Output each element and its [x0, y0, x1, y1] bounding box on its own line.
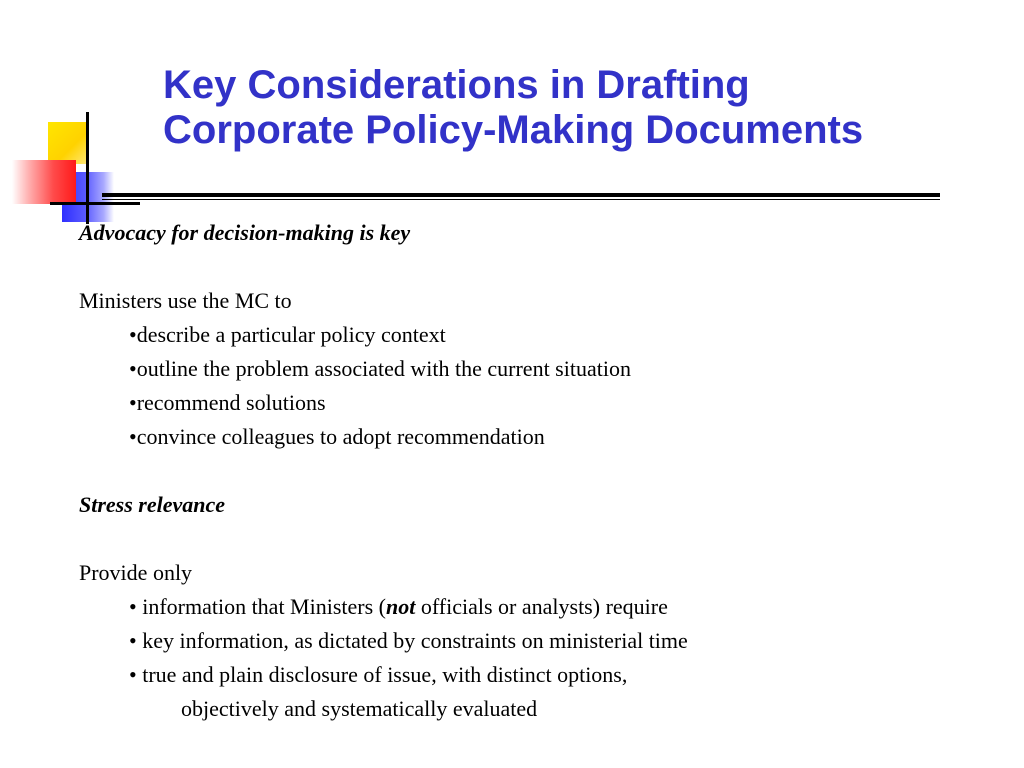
logo-red-square	[12, 160, 76, 204]
spacer	[79, 250, 999, 284]
bullet-item: • true and plain disclosure of issue, with distinct options,	[129, 662, 628, 687]
bullet-item: •convince colleagues to adopt recommendation	[129, 424, 545, 449]
bullet-item: •recommend solutions	[129, 390, 326, 415]
slide-title	[163, 63, 1013, 153]
section-heading-relevance: Stress relevance	[79, 492, 226, 517]
bullet-text: officials or analysts) require	[415, 594, 668, 619]
section-heading-advocacy: Advocacy for decision-making is key	[79, 220, 411, 245]
logo-horizontal-line	[50, 202, 140, 205]
slide-title-line-1: Key Considerations in Drafting	[163, 63, 750, 107]
bullet-text: • information that Ministers (	[129, 594, 386, 619]
logo-vertical-line	[86, 112, 89, 224]
logo-yellow-square	[48, 122, 88, 164]
title-divider-thick	[102, 193, 940, 197]
bullet-continuation: objectively and systematically evaluated	[181, 696, 538, 721]
bullet-item: • key information, as dictated by constraints on ministerial time	[129, 628, 688, 653]
spacer	[79, 522, 999, 556]
bullet-item: •describe a particular policy context	[129, 322, 446, 347]
logo-squares-icon	[0, 0, 150, 240]
slide-title-line-2: Corporate Policy-Making Documents	[163, 108, 864, 152]
title-divider-thin	[102, 199, 940, 200]
section-intro-provide: Provide only	[79, 560, 193, 585]
bullet-item: •outline the problem associated with the current situation	[129, 356, 631, 381]
emphasis-not: not	[386, 594, 416, 619]
section-intro-ministers: Ministers use the MC to	[79, 288, 292, 313]
bullet-item-information	[79, 590, 999, 624]
spacer	[79, 454, 999, 488]
slide-body	[79, 216, 999, 726]
